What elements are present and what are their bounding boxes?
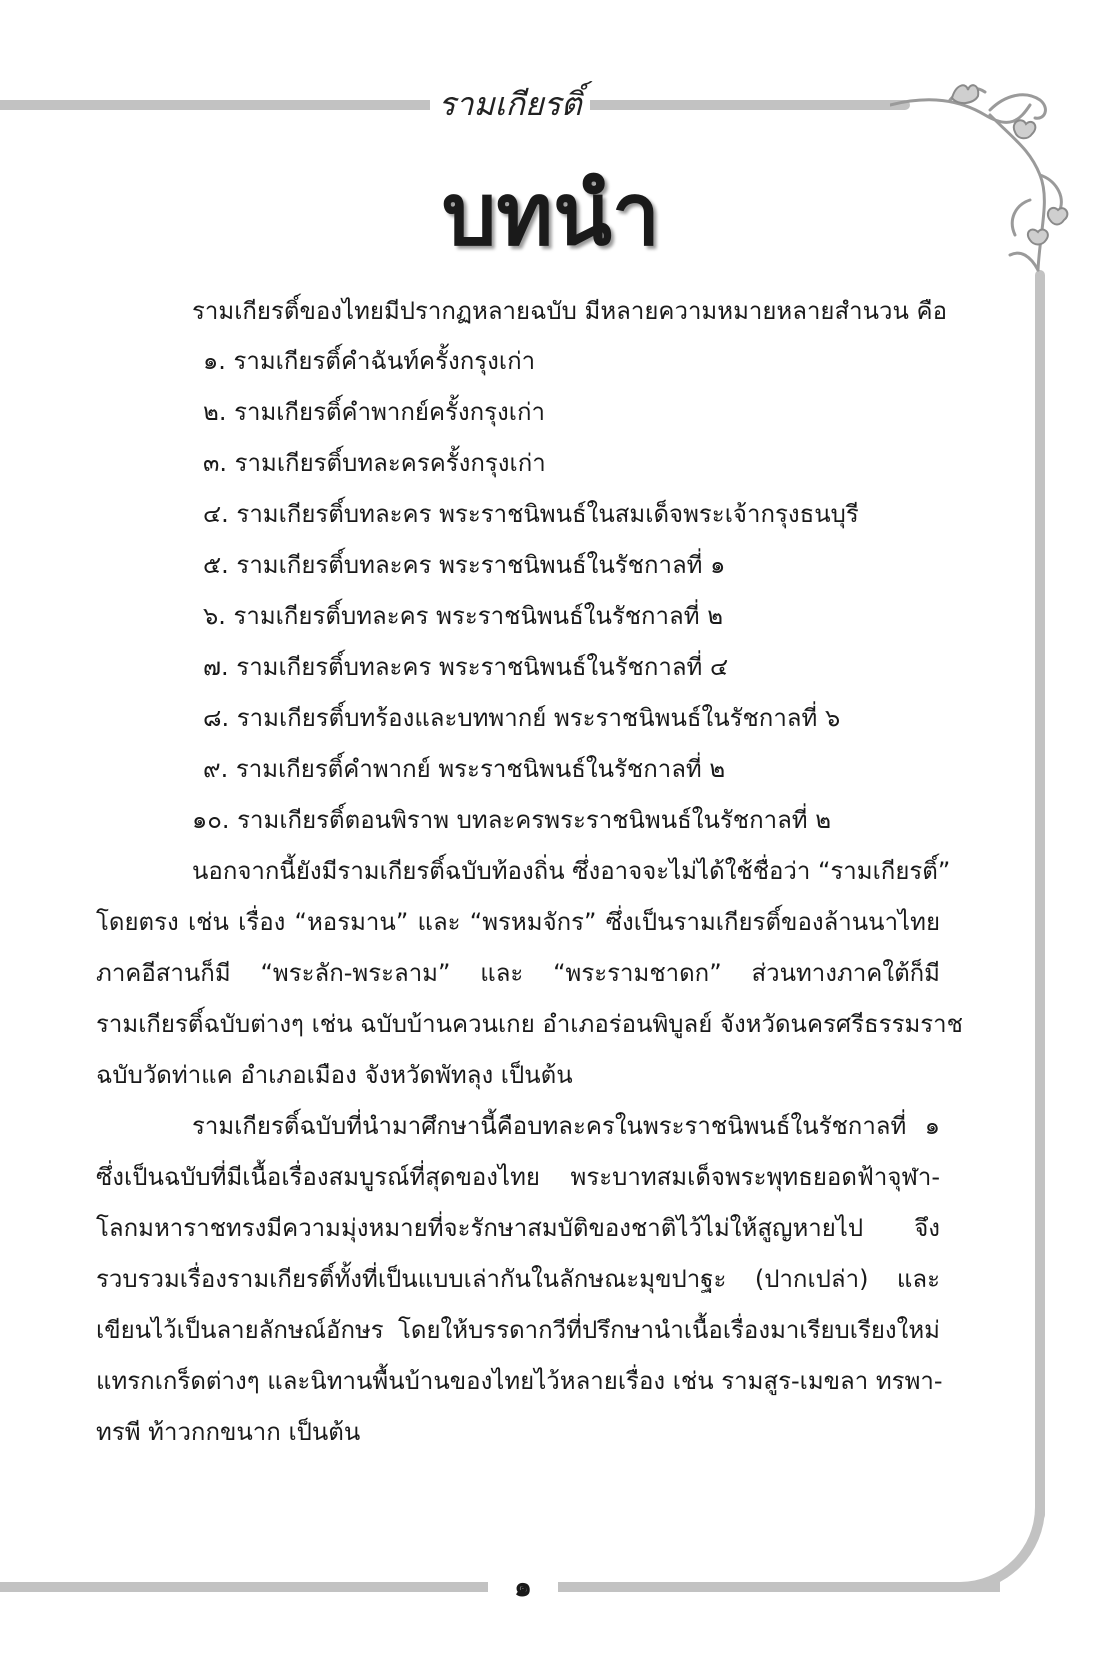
page-number: ๑ — [488, 1565, 558, 1609]
version-item: ๙. รามเกียรติ์คำพากย์ พระราชนิพนธ์ในรัชกาลที่ ๒ — [203, 755, 726, 783]
frame-right-rule — [1035, 270, 1045, 1520]
version-item: ๖. รามเกียรติ์บทละคร พระราชนิพนธ์ในรัชกาลที่ ๒ — [203, 602, 724, 630]
version-item: ๘. รามเกียรติ์บทร้องและบทพากย์ พระราชนิพนธ์ในรัชกาลที่ ๖ — [203, 704, 841, 732]
paragraph-line: แทรกเกร็ดต่างๆ และนิทานพื้นบ้านของไทยไว้หลายเรื่อง เช่น รามสูร-เมขลา ทรพา- — [96, 1367, 943, 1395]
version-item: ๔. รามเกียรติ์บทละคร พระราชนิพนธ์ในสมเด็จพระเจ้ากรุงธนบุรี — [203, 500, 859, 528]
paragraph-line: ทรพี ท้าวกกขนาก เป็นต้น — [96, 1418, 361, 1446]
paragraph-line: นอกจากนี้ยังมีรามเกียรติ์ฉบับท้องถิ่น ซึ่งอาจจะไม่ได้ใช้ชื่อว่า “รามเกียรติ์” — [192, 857, 951, 885]
chapter-title: บทนำ — [441, 165, 661, 265]
frame-corner-curve — [960, 1482, 1045, 1592]
version-item: ๗. รามเกียรติ์บทละคร พระราชนิพนธ์ในรัชกาลที่ ๔ — [203, 653, 729, 681]
version-item: ๑. รามเกียรติ์คำฉันท์ครั้งกรุงเก่า — [203, 347, 536, 375]
paragraph-line: เขียนไว้เป็นลายลักษณ์อักษร โดยให้บรรดากวีที่ปรึกษานำเนื้อเรื่องมาเรียบเรียงใหม่ — [96, 1316, 940, 1344]
paragraph-line: รวบรวมเรื่องรามเกียรติ์ทั้งที่เป็นแบบเล่ากันในลักษณะมุขปาฐะ (ปากเปล่า) และ — [96, 1265, 940, 1293]
version-item: ๓. รามเกียรติ์บทละครครั้งกรุงเก่า — [203, 449, 546, 477]
paragraph-line: ซึ่งเป็นฉบับที่มีเนื้อเรื่องสมบูรณ์ที่สุดของไทย พระบาทสมเด็จพระพุทธยอดฟ้าจุฬา- — [96, 1163, 940, 1191]
paragraph-line: ฉบับวัดท่าแค อำเภอเมือง จังหวัดพัทลุง เป็นต้น — [96, 1061, 573, 1089]
paragraph-line: โดยตรง เช่น เรื่อง “หอรมาน” และ “พรหมจักร” ซึ่งเป็นรามเกียรติ์ของล้านนาไทย — [96, 908, 940, 936]
running-head: รามเกียรติ์ — [430, 76, 590, 132]
version-item: ๑๐. รามเกียรติ์ตอนพิราพ บทละครพระราชนิพนธ์ในรัชกาลที่ ๒ — [192, 806, 832, 834]
version-item: ๕. รามเกียรติ์บทละคร พระราชนิพนธ์ในรัชกาลที่ ๑ — [203, 551, 726, 579]
paragraph-line: โลกมหาราชทรงมีความมุ่งหมายที่จะรักษาสมบัติของชาติไว้ไม่ให้สูญหายไป จึง — [96, 1214, 940, 1242]
paragraph-line: รามเกียรติ์ฉบับต่างๆ เช่น ฉบับบ้านควนเกย อำเภอร่อนพิบูลย์ จังหวัดนครศรีธรรมราช — [96, 1010, 963, 1038]
intro-line: รามเกียรติ์ของไทยมีปรากฏหลายฉบับ มีหลายความหมายหลายสำนวน คือ — [192, 297, 948, 325]
paragraph-line: ภาคอีสานก็มี “พระลัก-พระลาม” และ “พระรามชาดก” ส่วนทางภาคใต้ก็มี — [96, 959, 940, 987]
version-item: ๒. รามเกียรติ์คำพากย์ครั้งกรุงเก่า — [203, 398, 545, 426]
paragraph-line: รามเกียรติ์ฉบับที่นำมาศึกษานี้คือบทละครในพระราชนิพนธ์ในรัชกาลที่ ๑ — [192, 1112, 940, 1140]
